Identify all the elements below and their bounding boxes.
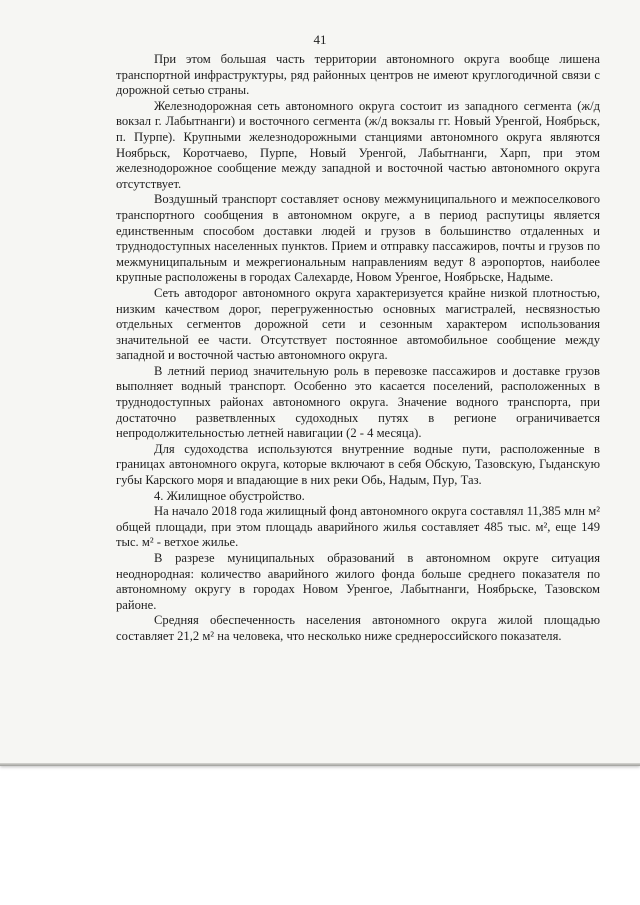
paragraph-waterways: Для судоходства используются внутренние водные пути, расположенные в границах автономного округа, которые включают в себя Обскую, Тазовскую, Гыданскую губы Карского моря и впадающие в них реки Обь, Надым, Пур, Таз.	[116, 441, 600, 488]
paragraph-housing-stock: На начало 2018 года жилищный фонд автономного округа составлял 11,385 млн м² общей площади, при этом площадь аварийного жилья составляет 485 тыс. м², еще 149 тыс. м² - ветхое жилье.	[116, 504, 600, 550]
document-body	[116, 52, 600, 645]
paragraph-living-space: Средняя обеспеченность населения автономного округа жилой площадью составляет 21,2 м² на человека, что несколько ниже среднероссийского показателя.	[116, 613, 600, 643]
page-number: 41	[313, 32, 327, 47]
paragraph-air-transport: Воздушный транспорт составляет основу межмуниципального и межпоселкового транспортного сообщения в автономном округе, а в период распутицы является единственным способом доставки людей и грузов в большинство отдаленных и труднодоступных населенных пунктов. Прием и отправку пассажиров, почты и грузов по межмуниципальным и межрегиональным направлениям ведут 8 аэропортов, наиболее крупные расположены в городах Салехарде, Новом Уренгое, Ноябрьске, Надыме.	[116, 192, 600, 285]
paragraph-roads: Сеть автодорог автономного округа характеризуется крайне низкой плотностью, низким качеством дорог, перегруженностью основных магистралей, несвязностью отдельных сегментов дорожной сети и сезонным характером использования значительной ее части. Отсутствует постоянное автомобильное сообщение между западной и восточной частью автономного округа.	[116, 285, 600, 363]
section-heading-housing: 4. Жилищное обустройство.	[154, 488, 305, 503]
paragraph-municipal-situation: В разрезе муниципальных образований в автономном округе ситуация неоднородная: количество аварийного жилого фонда больше среднего показателя по автономному округу в городах Новом Уренгое, Лабытнанги, Ноябрьске, Тазовском районе.	[116, 551, 600, 612]
paragraph-water-transport: В летний период значительную роль в перевозке пассажиров и доставке грузов выполняет водный транспорт. Особенно это касается поселений, расположенных в труднодоступных районах автономного округа. Значение водного транспорта, при достаточно разветвленных судоходных путях в регионе ограничивается непродолжительностью летней навигации (2 - 4 месяца).	[116, 363, 600, 441]
paragraph-railway: Железнодорожная сеть автономного округа состоит из западного сегмента (ж/д вокзал г. Лабытнанги) и восточного сегмента (ж/д вокзалы гг. Новый Уренгой, Ноябрьск, п. Пурпе). Крупными железнодорожными станциями автономного округа являются Ноябрьск, Коротчаево, Пурпе, Новый Уренгой, Лабытнанги, Харп, при этом железнодорожное сообщение между западной и восточной частью автономного округа отсутствует.	[116, 98, 600, 191]
paragraph-transport-infrastructure: При этом большая часть территории автономного округа вообще лишена транспортной инфраструктуры, ряд районных центров не имеют круглогодичной связи с дорожной сетью страны.	[116, 52, 600, 98]
